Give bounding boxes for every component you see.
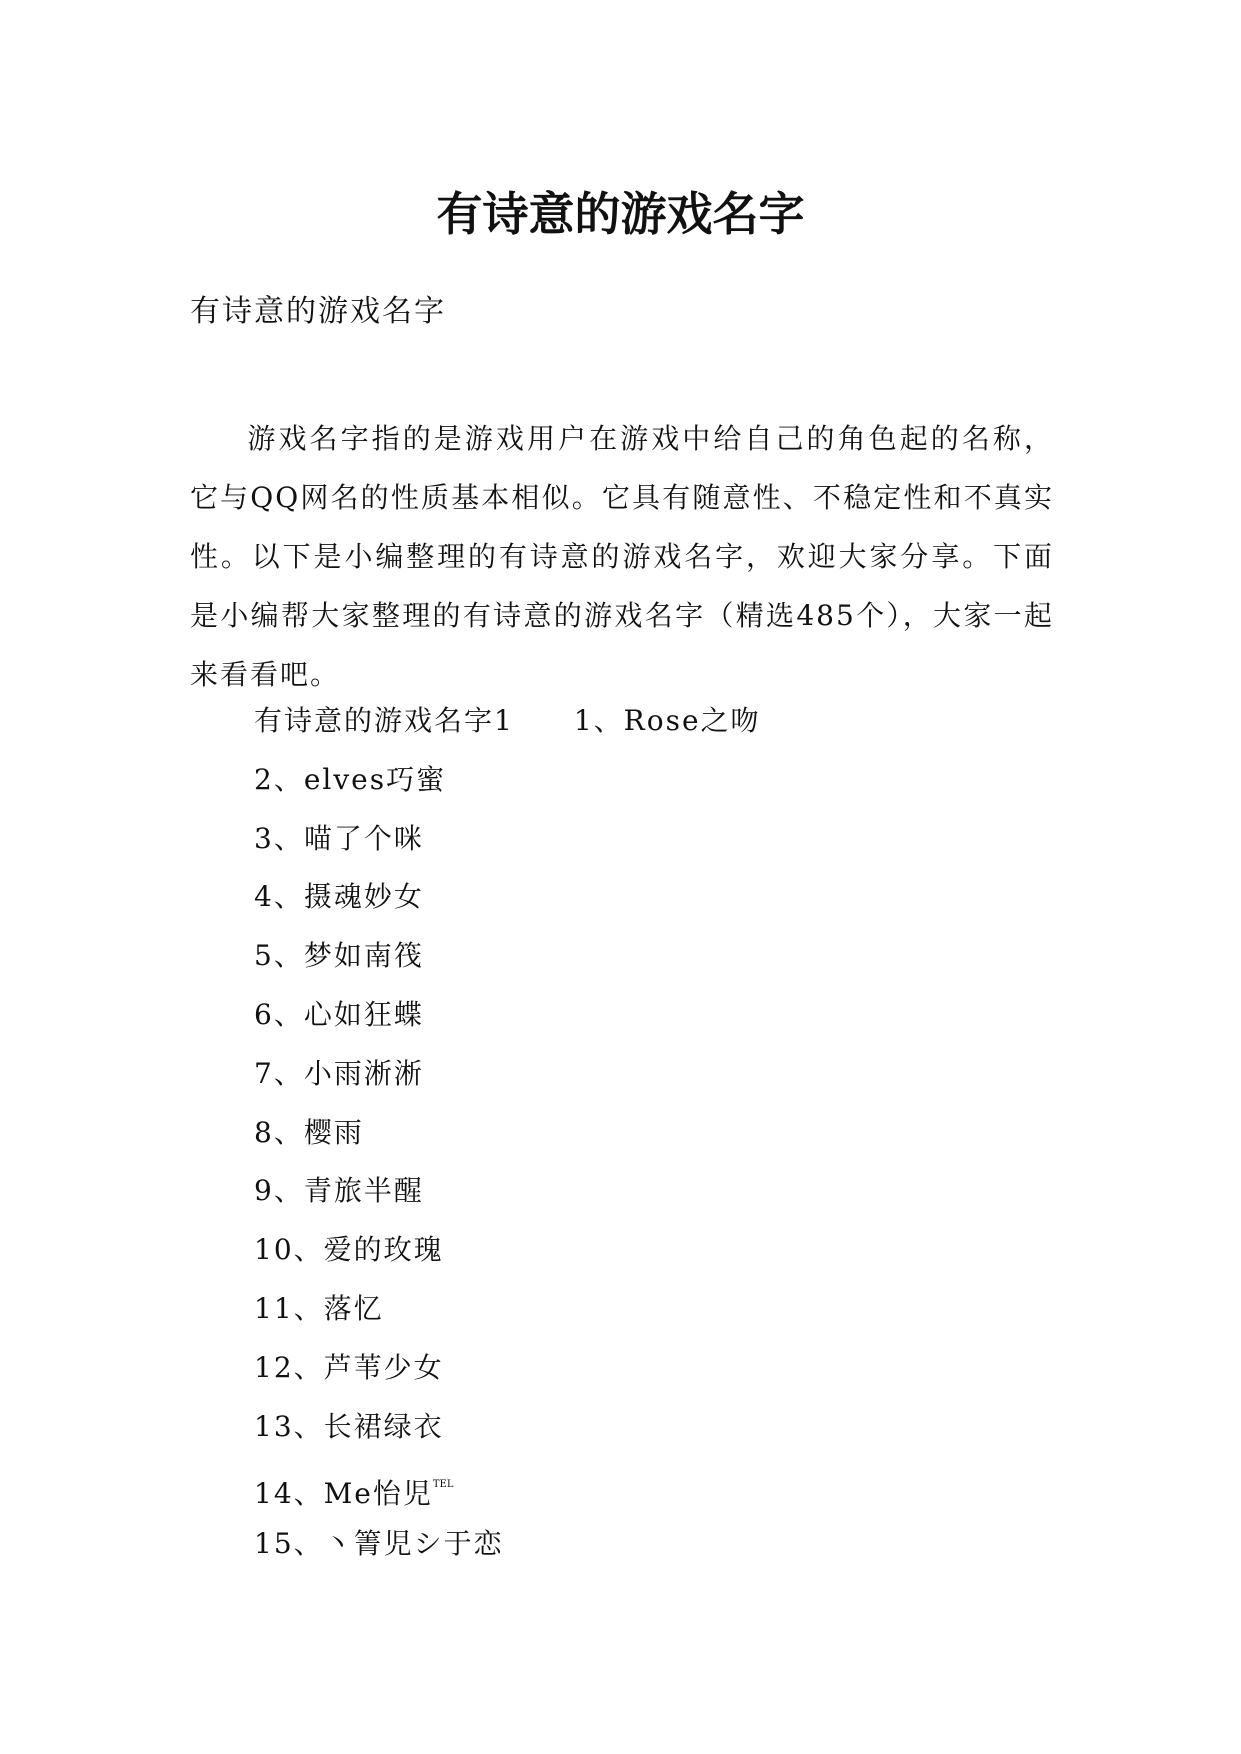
list-item: 4、摄魂妙女 — [254, 880, 424, 914]
list-item: 12、芦苇少女 — [254, 1350, 444, 1384]
list-item: 6、心如狂蝶 — [254, 997, 424, 1031]
superscript-mark: TEL — [432, 1479, 454, 1491]
list-item: 3、喵了个咪 — [254, 821, 424, 855]
name-entry: 14、Me怡児 — [254, 1477, 433, 1511]
list-item: 5、梦如南筏 — [254, 939, 424, 973]
list-item: 10、爱的玫瑰 — [254, 1233, 444, 1267]
list-item: 7、小雨淅淅 — [254, 1056, 424, 1090]
list-item: 9、青旅半醒 — [254, 1174, 424, 1208]
list-item — [254, 692, 761, 751]
section-heading: 有诗意的游戏名字1 — [254, 704, 514, 737]
document-subtitle: 有诗意的游戏名字 — [190, 294, 446, 329]
document-title: 有诗意的游戏名字 — [436, 186, 805, 241]
list-item: 2、elves巧蜜 — [254, 762, 447, 796]
intro-paragraph: 游戏名字指的是游戏用户在游戏中给自己的角色起的名称，它与QQ网名的性质基本相似。它具有随意性、不稳定性和不真实性。以下是小编整理的有诗意的游戏名字，欢迎大家分享。下面是小编帮大家整理的有诗意的游戏名字（精选485个），大家一起来看看吧。 — [190, 422, 1054, 691]
list-item: 15、丶箐児シ于恋 — [254, 1527, 504, 1561]
list-item: 8、樱雨 — [254, 1115, 364, 1149]
name-list — [254, 692, 761, 1574]
list-item — [254, 1456, 761, 1515]
name-entry: 1、Rose之吻 — [573, 704, 761, 737]
list-item: 11、落忆 — [254, 1291, 384, 1325]
list-item: 13、长裙绿衣 — [254, 1409, 444, 1443]
